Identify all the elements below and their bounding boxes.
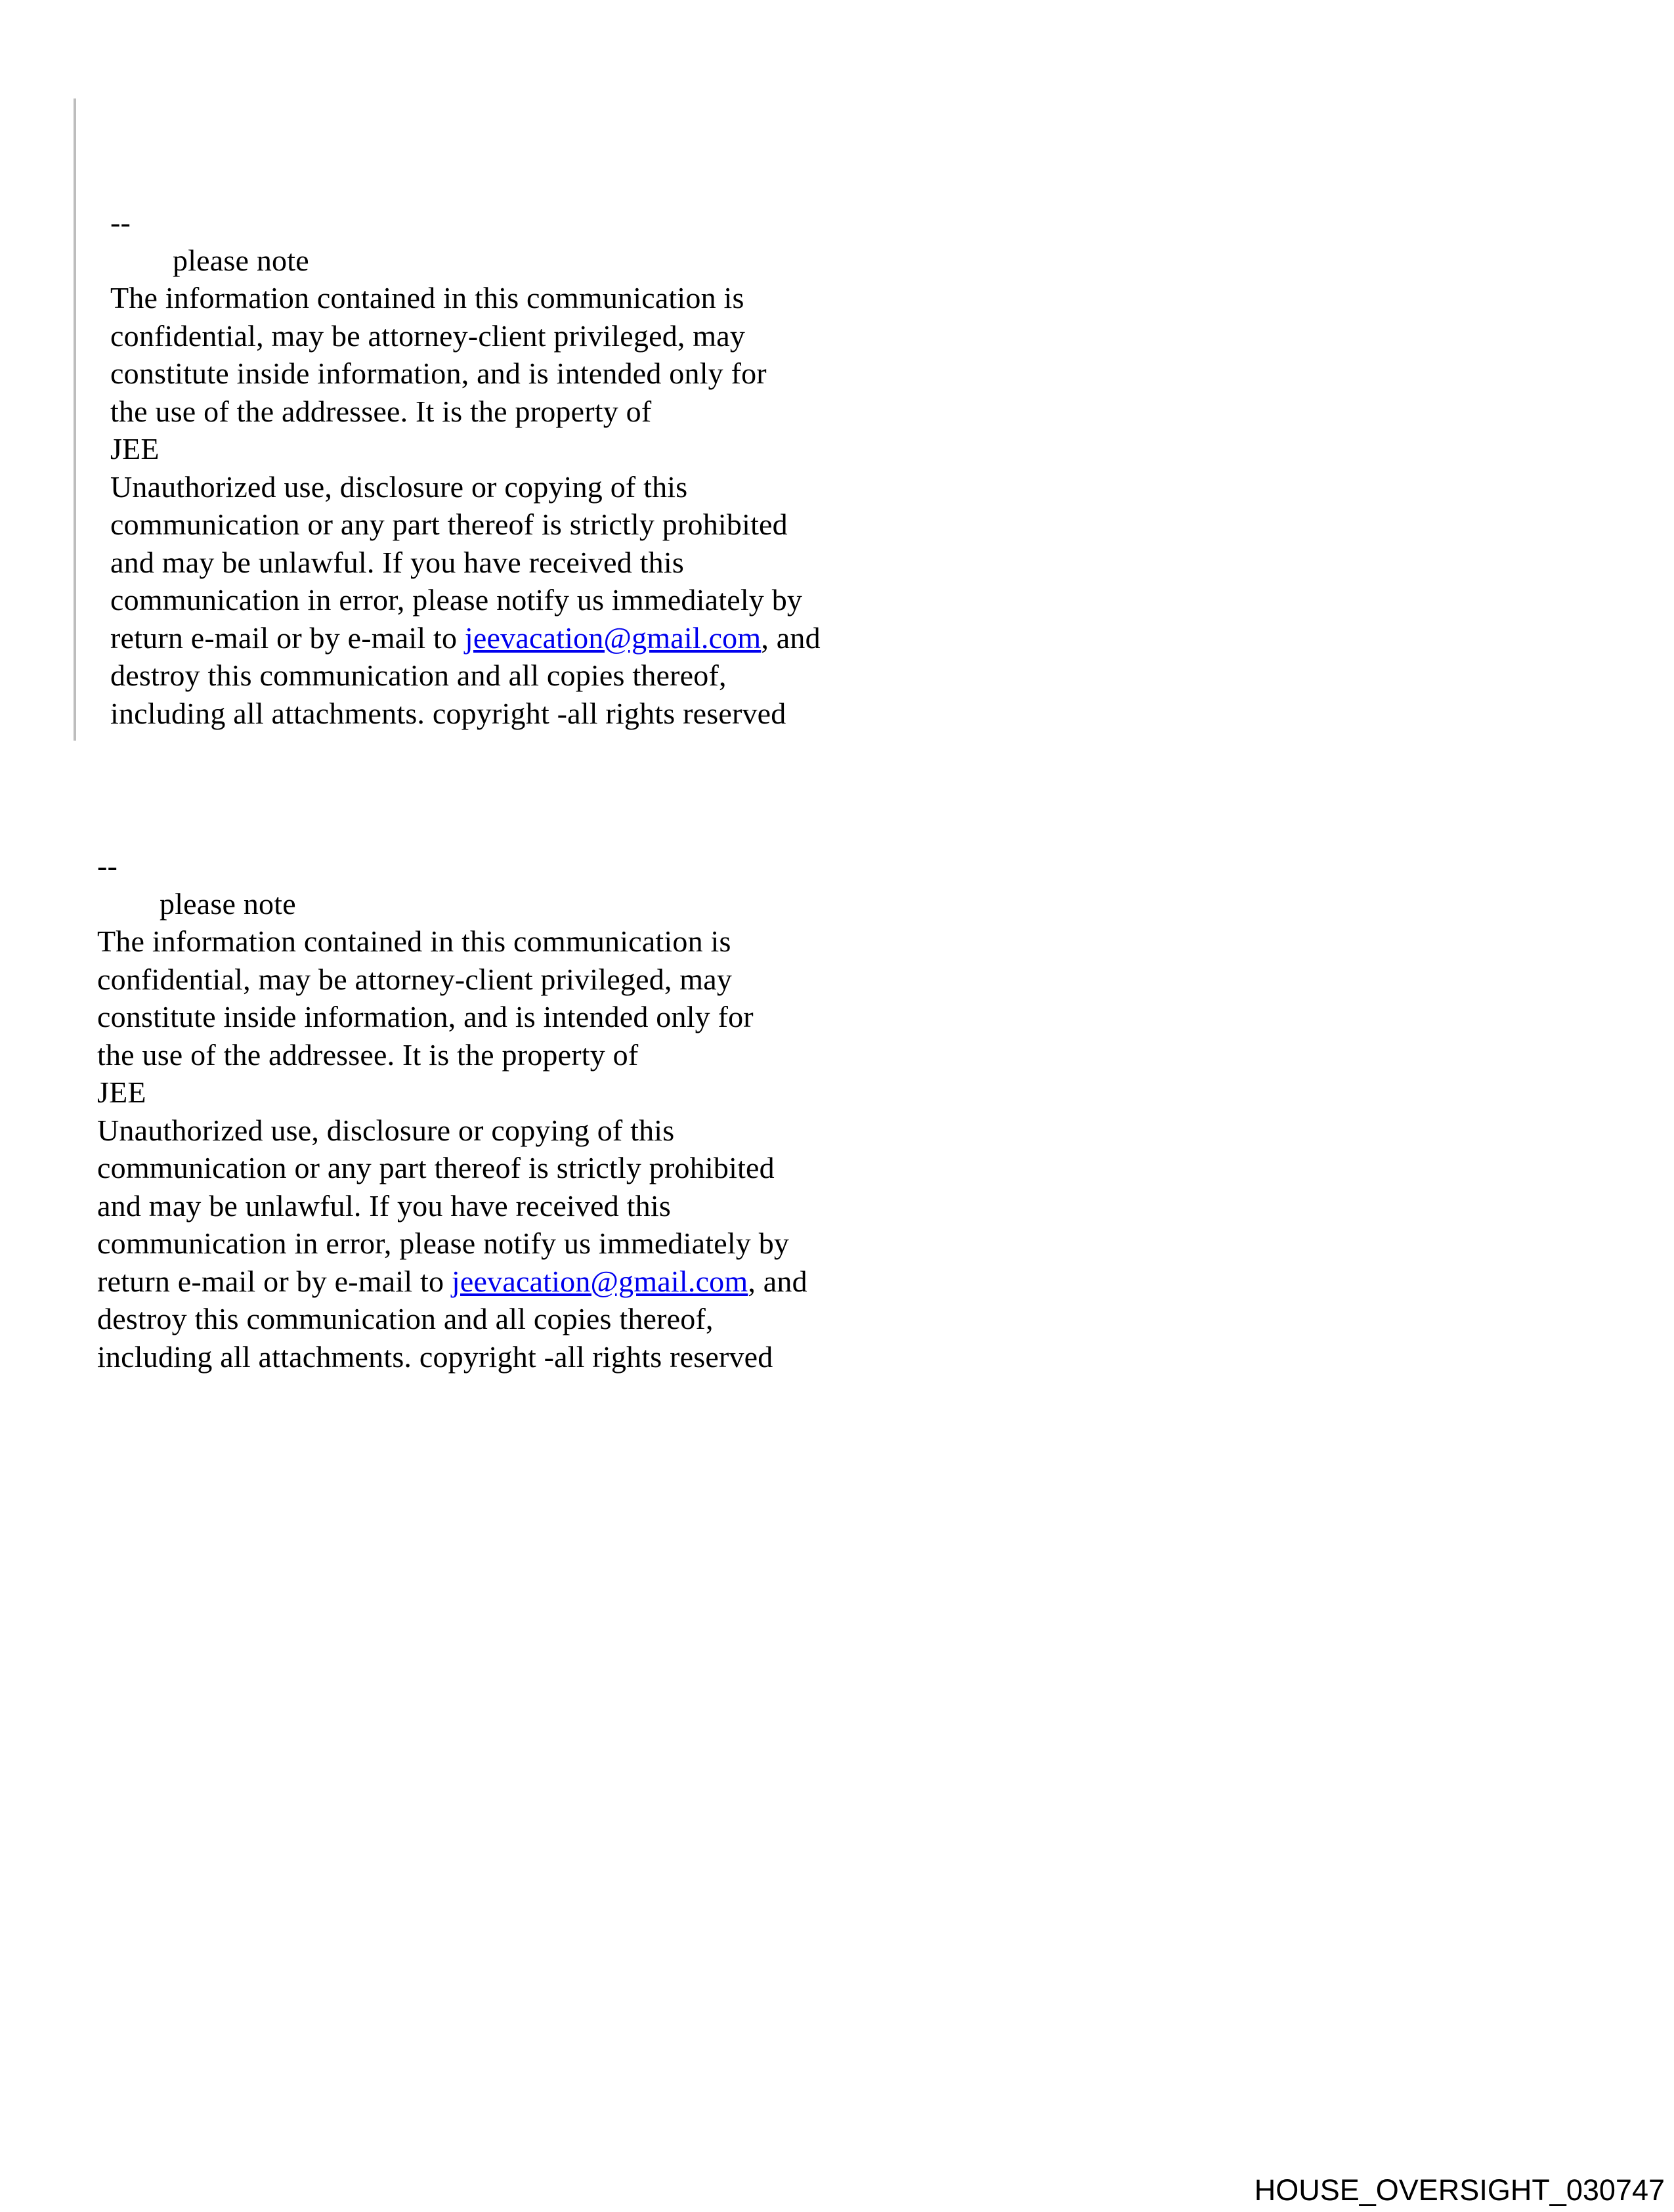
disclaimer-line: The information contained in this communication is — [110, 281, 744, 314]
signature-separator: -- — [110, 206, 131, 239]
disclaimer-line: including all attachments. copyright -all rights reserved — [97, 1339, 773, 1374]
disclaimer-line: the use of the addressee. It is the property of — [97, 1037, 639, 1072]
disclaimer-line: communication in error, please notify us immediately by — [97, 1226, 790, 1260]
link-line-before-text: return e-mail or by e-mail to — [97, 1264, 452, 1298]
disclaimer-line: the use of the addressee. It is the property of — [110, 394, 652, 428]
disclaimer-line: Unauthorized use, disclosure or copying of this — [110, 469, 688, 504]
signature-separator: -- — [97, 849, 118, 882]
disclaimer-line: JEE — [97, 1075, 146, 1109]
disclaimer-link-line — [110, 619, 821, 657]
disclaimer-line: communication or any part thereof is strictly prohibited — [97, 1151, 775, 1184]
disclaimer-line: and may be unlawful. If you have received this — [97, 1188, 671, 1223]
disclaimer-line: constitute inside information, and is intended only for — [110, 357, 767, 390]
bates-number: HOUSE_OVERSIGHT_030747 — [1254, 2173, 1665, 2207]
email-link[interactable]: jeevacation@gmail.com — [451, 1264, 748, 1298]
disclaimer-line: JEE — [110, 432, 160, 466]
disclaimer-line: communication in error, please notify us immediately by — [110, 583, 803, 617]
disclaimer-line: destroy this communication and all copies thereof, — [110, 659, 727, 692]
email-disclaimer-block-2 — [97, 847, 807, 1376]
disclaimer-link-line — [97, 1263, 807, 1301]
link-line-before-text: return e-mail or by e-mail to — [110, 620, 465, 655]
disclaimer-line: The information contained in this communication is — [97, 924, 731, 958]
please-note-heading: please note — [160, 886, 296, 921]
link-line-after-text: , and — [761, 620, 821, 655]
disclaimer-line: including all attachments. copyright -all rights reserved — [110, 696, 786, 730]
disclaimer-line: constitute inside information, and is intended only for — [97, 1000, 754, 1033]
disclaimer-line: confidential, may be attorney-client privileged, may — [97, 962, 733, 996]
link-line-after-text: , and — [748, 1264, 807, 1298]
disclaimer-line: communication or any part thereof is strictly prohibited — [110, 508, 788, 541]
please-note-heading: please note — [173, 243, 309, 277]
disclaimer-line: destroy this communication and all copies thereof, — [97, 1302, 714, 1335]
quote-indent-line — [74, 98, 76, 741]
email-link[interactable]: jeevacation@gmail.com — [464, 620, 762, 655]
disclaimer-line: confidential, may be attorney-client privileged, may — [110, 318, 746, 353]
disclaimer-line: Unauthorized use, disclosure or copying of this — [97, 1113, 675, 1147]
email-disclaimer-block-1 — [110, 204, 821, 732]
disclaimer-line: and may be unlawful. If you have received this — [110, 545, 684, 579]
